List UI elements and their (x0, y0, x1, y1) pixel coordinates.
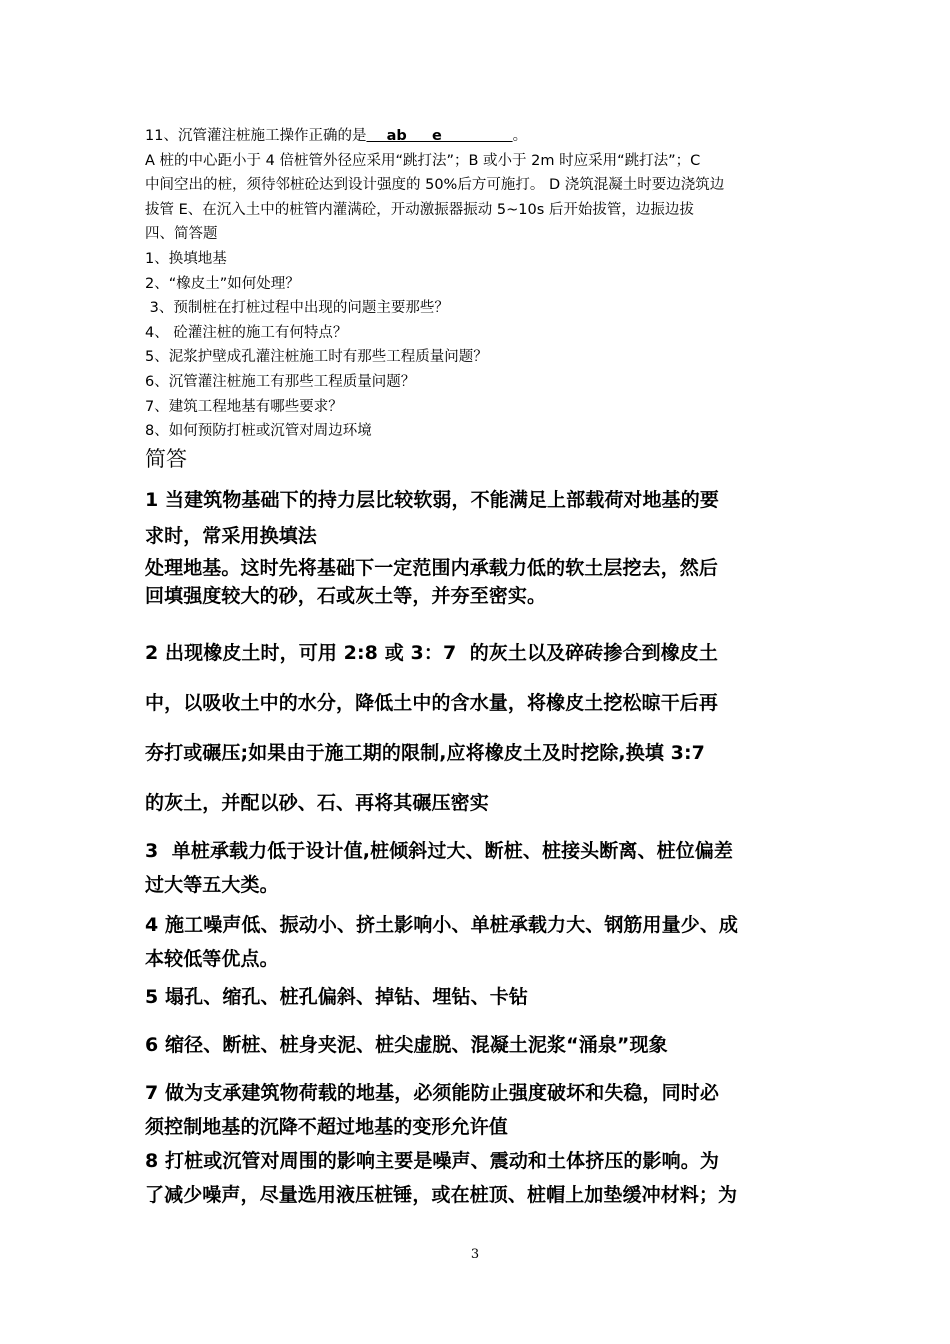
answer-5 (145, 980, 810, 1014)
question-11-options-line-3: 拔管 E、在沉入土中的桩管内灌满砼，开动激振器振动 5~10s 后开始拔管，边振边拔 (145, 201, 694, 218)
question-item: 3、预制桩在打桩过程中出现的问题主要那些？ (145, 300, 449, 317)
answer-line: 求时，常采用换填法 (145, 524, 317, 547)
section-title: 四、简答题 (145, 226, 218, 243)
answer-6 (145, 1028, 810, 1062)
answer-3 (145, 834, 810, 902)
question-11-suffix: 。 (512, 128, 528, 144)
answer-8 (145, 1144, 810, 1212)
answer-1 (145, 482, 810, 610)
answer-line: 5 塌孔、缩孔、桩孔偏斜、掉钻、埋钻、卡钻 (145, 985, 528, 1008)
page-number: 3 (470, 1247, 480, 1262)
answer-line: 回填强度较大的砂，石或灰土等，并夯至密实。 (145, 584, 547, 607)
answer-line: 7 做为支承建筑物荷载的地基，必须能防止强度破坏和失稳，同时必 (145, 1081, 719, 1104)
answer-7 (145, 1076, 810, 1144)
answer-line: 3 单桩承载力低于设计值,桩倾斜过大、断桩、桩接头断离、桩位偏差 (145, 839, 733, 862)
question-11-answer-blank: ab e (366, 128, 513, 144)
question-11-prefix: 11、沉管灌注桩施工操作正确的是 (145, 128, 367, 144)
answer-line: 了减少噪声，尽量选用液压桩锤，或在桩顶、桩帽上加垫缓冲材料；为 (145, 1183, 738, 1206)
answer-line: 中，以吸收土中的水分，降低土中的含水量，将橡皮土挖松晾干后再 (145, 691, 719, 714)
question-11 (145, 124, 810, 149)
question-item: 7、建筑工程地基有哪些要求？ (145, 398, 343, 415)
answer-line: 2 出现橡皮土时，可用 2:8 或 3：7 的灰土以及碎砖掺合到橡皮土 (145, 641, 718, 664)
answer-line: 夯打或碾压;如果由于施工期的限制,应将橡皮土及时挖除,换填 3:7 (145, 741, 705, 764)
page-content (145, 124, 810, 1212)
question-item: 2、“橡皮土”如何处理？ (145, 275, 300, 292)
answer-line: 过大等五大类。 (145, 873, 279, 896)
question-item: 5、泥浆护壁成孔灌注桩施工时有那些工程质量问题？ (145, 349, 488, 366)
question-11-options-line-2: 中间空出的桩，须待邻桩砼达到设计强度的 50%后方可施打。 D 浇筑混凝土时要边浇筑边 (145, 177, 725, 194)
answer-4 (145, 908, 810, 976)
answer-line: 处理地基。这时先将基础下一定范围内承载力低的软土层挖去，然后 (145, 556, 719, 579)
question-item: 1、换填地基 (145, 250, 227, 267)
answer-2 (145, 628, 810, 828)
answer-line: 本较低等优点。 (145, 947, 279, 970)
answer-line: 1 当建筑物基础下的持力层比较软弱，不能满足上部载荷对地基的要 (145, 488, 719, 511)
question-item: 6、沉管灌注桩施工有那些工程质量问题？ (145, 373, 416, 390)
question-item: 4、 砼灌注桩的施工有何特点？ (145, 324, 348, 341)
answer-line: 8 打桩或沉管对周围的影响主要是噪声、震动和土体挤压的影响。为 (145, 1149, 719, 1172)
answer-line: 须控制地基的沉降不超过地基的变形允许值 (145, 1115, 508, 1138)
question-item: 8、如何预防打桩或沉管对周边环境 (145, 423, 372, 440)
answers-heading: 简答 (145, 446, 187, 471)
answer-line: 4 施工噪声低、振动小、挤土影响小、单桩承载力大、钢筋用量少、成 (145, 913, 739, 936)
answer-line: 6 缩径、断桩、桩身夹泥、桩尖虚脱、混凝土泥浆“涌泉”现象 (145, 1033, 668, 1056)
question-11-options-line-1: A 桩的中心距小于 4 倍桩管外径应采用“跳打法”；B 或小于 2m 时应采用“跳打法”；C (145, 152, 701, 169)
answer-line: 的灰土，并配以砂、石、再将其碾压密实 (145, 791, 489, 814)
